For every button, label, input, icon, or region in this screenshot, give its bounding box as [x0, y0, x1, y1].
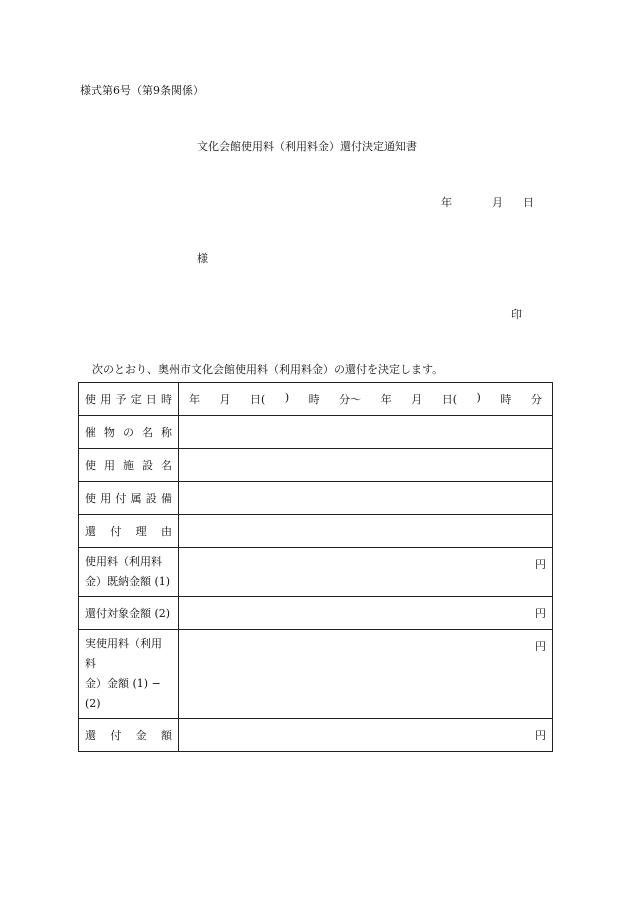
- value-equipment: [179, 482, 553, 515]
- table-row-event-name: [79, 416, 553, 449]
- label-actual-usage-line2: 金）金額 (1) − (2): [85, 677, 161, 710]
- period-part: 日(: [250, 393, 266, 406]
- table-row-refund-reason: [79, 515, 553, 548]
- label-refund-target-amount: 還付対象金額 (2): [79, 597, 179, 630]
- label-paid-amount: [79, 548, 179, 597]
- label-equipment: 使用付属設備: [79, 482, 179, 515]
- label-facility-name: 使用施設名: [79, 449, 179, 482]
- value-event-name: [179, 416, 553, 449]
- form-number: 様式第6号（第9条関係）: [80, 84, 204, 97]
- document-title: 文化会館使用料（利用料金）還付決定通知書: [197, 140, 417, 153]
- label-event-name: 催物の名称: [79, 416, 179, 449]
- label-actual-usage-amount: [79, 630, 179, 719]
- table-row-usage-datetime: [79, 383, 553, 416]
- table-row-paid-amount: [79, 548, 553, 597]
- value-paid-amount: [179, 548, 553, 597]
- date-line: [441, 194, 534, 210]
- value-actual-usage-amount: [179, 630, 553, 719]
- label-paid-amount-line1: 使用料（利用料: [85, 555, 162, 568]
- period-part: 月: [411, 393, 423, 406]
- yen-unit: 円: [535, 640, 546, 653]
- intro-text: 次のとおり、奥州市文化会館使用料（利用料金）の還付を決定します。: [92, 363, 444, 376]
- label-paid-amount-line2: 金）既納金額 (1): [85, 575, 171, 588]
- label-actual-usage-line1: 実使用料（利用料: [85, 637, 162, 670]
- label-usage-datetime: 使用予定日時: [79, 383, 179, 416]
- table-row-facility-name: [79, 449, 553, 482]
- period-part: 年: [380, 393, 392, 406]
- label-refund-amount: 還付金額: [79, 719, 179, 752]
- value-refund-reason: [179, 515, 553, 548]
- period-part: 分〜: [339, 393, 362, 406]
- yen-unit: 円: [535, 729, 546, 742]
- value-usage-datetime: [179, 383, 553, 416]
- recipient-suffix: 様: [197, 252, 208, 265]
- table-row-refund-target-amount: [79, 597, 553, 630]
- seal-mark: 印: [511, 308, 522, 321]
- value-refund-target-amount: [179, 597, 553, 630]
- period-part: 分: [530, 393, 542, 406]
- period-part: 時: [500, 393, 512, 406]
- usage-period-fields: [185, 391, 546, 407]
- table-row-refund-amount: [79, 719, 553, 752]
- yen-unit: 円: [535, 607, 546, 620]
- date-month: 月: [492, 196, 503, 209]
- period-part: 日(: [441, 393, 458, 406]
- value-facility-name: [179, 449, 553, 482]
- date-year: 年: [441, 196, 452, 209]
- date-day: 日: [523, 196, 534, 209]
- table-row-actual-usage-amount: [79, 630, 553, 719]
- label-refund-reason: 還付理由: [79, 515, 179, 548]
- period-part: 年: [189, 393, 200, 406]
- period-part: ): [476, 391, 481, 404]
- period-part: 月: [219, 393, 231, 406]
- yen-unit: 円: [535, 558, 546, 571]
- period-part: ): [284, 391, 290, 404]
- value-refund-amount: [179, 719, 553, 752]
- period-part: 時: [308, 393, 320, 406]
- refund-details-table: [78, 382, 553, 752]
- table-row-equipment: [79, 482, 553, 515]
